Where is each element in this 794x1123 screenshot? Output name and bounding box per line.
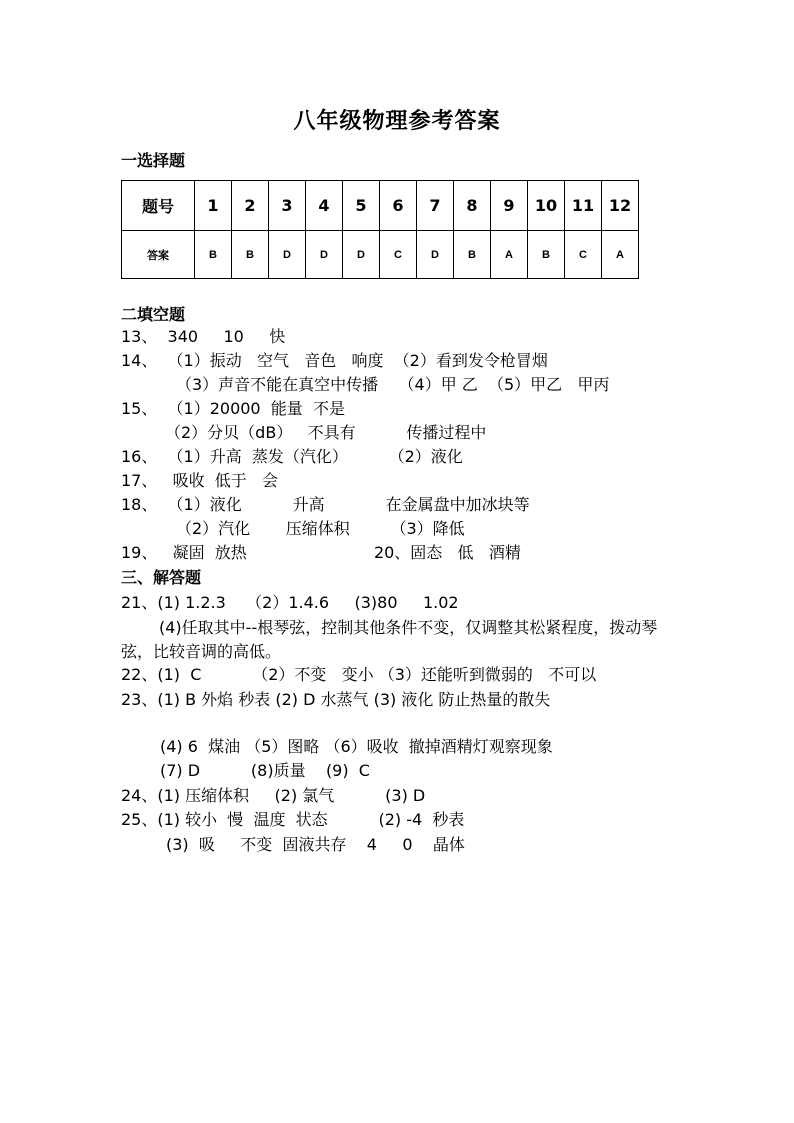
answer-line-23-cont: (4) 6 煤油 （5）图略 （6）吸收 撤掉酒精灯观察现象 xyxy=(160,737,553,756)
answer-line-25: 25、(1) 较小 慢 温度 状态 (2) -4 秒表 xyxy=(121,810,465,829)
answer-line-22: 22、(1) C （2）不变 变小 （3）还能听到微弱的 不可以 xyxy=(121,665,597,684)
page-title: 八年级物理参考答案 xyxy=(293,109,501,134)
answer-line-17: 17、 吸收 低于 会 xyxy=(121,471,279,490)
answer-line-16: 16、 （1）升高 蒸发（汽化） （2）液化 xyxy=(121,447,463,466)
question-number: 2 xyxy=(232,181,269,231)
question-number: 11 xyxy=(565,181,602,231)
answer-cell: A xyxy=(491,231,528,279)
answer-row xyxy=(122,231,639,279)
answer-cell: B xyxy=(528,231,565,279)
answer-line-15: 15、 （1）20000 能量 不是 xyxy=(121,399,345,418)
question-number: 10 xyxy=(528,181,565,231)
question-number-row xyxy=(122,181,639,231)
answer-cell: C xyxy=(565,231,602,279)
section-solutions: 三、解答题 xyxy=(121,568,202,587)
answer-paragraph-23: 23、(1) B 外焰 秒表 (2) D 水蒸气 (3) 液化 防止热量的散失 xyxy=(121,690,551,709)
answer-line-15-cont: （2）分贝（dB） 不具有 传播过程中 xyxy=(165,423,487,442)
answer-line-14: 14、 （1）振动 空气 音色 响度 （2）看到发令枪冒烟 xyxy=(121,351,548,370)
answer-cell: A xyxy=(602,231,639,279)
answer-cell: B xyxy=(195,231,232,279)
answer-paragraph-21-4: (4)任取其中--根琴弦，控制其他条件不变，仅调整其松紧程度，拨动琴弦，比较音调的高低。 xyxy=(121,618,658,661)
answer-cell: B xyxy=(454,231,491,279)
answer-line-13: 13、 340 10 快 xyxy=(121,327,286,346)
answer-cell: B xyxy=(232,231,269,279)
question-number: 3 xyxy=(269,181,306,231)
answer-label: 答案 xyxy=(122,231,195,279)
question-number: 12 xyxy=(602,181,639,231)
answer-line-19-20: 19、 凝固 放热 20、固态 低 酒精 xyxy=(121,543,521,562)
answer-line-18: 18、 （1）液化 升高 在金属盘中加冰块等 xyxy=(121,495,530,514)
question-number: 1 xyxy=(195,181,232,231)
answer-line-21: 21、(1) 1.2.3 （2）1.4.6 (3)80 1.02 xyxy=(121,593,459,612)
section-multiple-choice: 一选择题 xyxy=(121,151,186,170)
question-number: 4 xyxy=(306,181,343,231)
question-number: 9 xyxy=(491,181,528,231)
answer-cell: D xyxy=(343,231,380,279)
answer-table xyxy=(121,180,639,279)
answer-cell: D xyxy=(306,231,343,279)
question-number: 6 xyxy=(380,181,417,231)
answer-line-18-cont: （2）汽化 压缩体积 （3）降低 xyxy=(176,519,465,538)
answer-cell: C xyxy=(380,231,417,279)
answer-line-25-cont: (3) 吸 不变 固液共存 4 0 晶体 xyxy=(166,835,465,854)
answer-line-23-cont2: (7) D (8)质量 (9) C xyxy=(160,761,370,780)
question-number: 8 xyxy=(454,181,491,231)
question-number: 7 xyxy=(417,181,454,231)
question-number: 5 xyxy=(343,181,380,231)
section-fill-in: 二填空题 xyxy=(121,305,186,324)
question-number-label: 题号 xyxy=(122,181,195,231)
answer-cell: D xyxy=(269,231,306,279)
answer-cell: D xyxy=(417,231,454,279)
answer-line-14-cont: （3）声音不能在真空中传播 （4）甲 乙 （5）甲乙 甲丙 xyxy=(176,375,610,394)
answer-line-24: 24、(1) 压缩体积 (2) 氯气 (3) D xyxy=(121,786,426,805)
